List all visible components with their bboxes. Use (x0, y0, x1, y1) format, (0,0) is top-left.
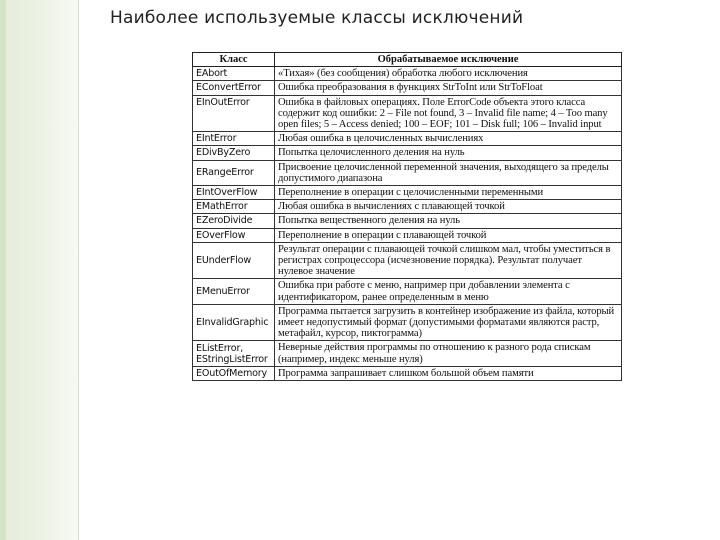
description-cell: Результат операции с плавающей точкой слишком мал, чтобы уместиться в регистрах сопроцессора (исчезновение порядка). Результат получает нулевое значение (275, 242, 622, 279)
description-cell: Попытка целочисленного деления на нуль (275, 146, 622, 160)
description-cell: Программа запрашивает слишком большой объем памяти (275, 366, 622, 380)
class-cell: EDivByZero (193, 146, 275, 160)
class-cell: EMenuError (193, 279, 275, 304)
slide-title: Наиболее используемые классы исключений (110, 8, 524, 28)
description-cell: Попытка вещественного деления на нуль (275, 214, 622, 228)
description-cell: Программа пытается загрузить в контейнер изображение из файла, который имеет недопустимый формат (допустимыми форматами являются растр, метафайл, курсор, пиктограмма) (275, 304, 622, 341)
table-row (193, 81, 622, 95)
table-row (193, 228, 622, 242)
description-cell: Любая ошибка в вычислениях с плавающей точкой (275, 200, 622, 214)
exceptions-table (192, 52, 622, 381)
table-row (193, 132, 622, 146)
table-row (193, 242, 622, 279)
exceptions-table-wrap (192, 52, 621, 381)
slide-decor-stripe (0, 0, 6, 540)
class-cell: EUnderFlow (193, 242, 275, 279)
table-row (193, 366, 622, 380)
table-row (193, 279, 622, 304)
header-class: Класс (193, 53, 275, 67)
table-row (193, 200, 622, 214)
description-cell: Ошибка при работе с меню, например при добавлении элемента с идентификатором, ранее определенным в меню (275, 279, 622, 304)
class-cell: EMathError (193, 200, 275, 214)
table-row (193, 304, 622, 341)
description-cell: Переполнение в операции с плавающей точкой (275, 228, 622, 242)
description-cell: «Тихая» (без сообщения) обработка любого исключения (275, 67, 622, 81)
class-cell: EInvalidGraphic (193, 304, 275, 341)
description-cell: Переполнение в операции с целочисленными переменными (275, 186, 622, 200)
class-cell: EZeroDivide (193, 214, 275, 228)
class-cell: EOutOfMemory (193, 366, 275, 380)
class-cell: EConvertError (193, 81, 275, 95)
description-cell: Любая ошибка в целочисленных вычислениях (275, 132, 622, 146)
table-row (193, 67, 622, 81)
description-cell: Присвоение целочисленной переменной значения, выходящего за пределы допустимого диапазона (275, 160, 622, 185)
class-cell: ERangeError (193, 160, 275, 185)
table-row (193, 146, 622, 160)
slide-decor-band (0, 0, 79, 540)
table-row (193, 341, 622, 366)
class-cell: EAbort (193, 67, 275, 81)
class-cell: EListError, EStringListError (193, 341, 275, 366)
header-exception: Обрабатываемое исключение (275, 53, 622, 67)
table-row (193, 214, 622, 228)
class-cell: EIntError (193, 132, 275, 146)
table-row (193, 186, 622, 200)
description-cell: Неверные действия программы по отношению к разного рода спискам (например, индекс меньше нуля) (275, 341, 622, 366)
description-cell: Ошибка преобразования в функциях StrToInt или StrToFloat (275, 81, 622, 95)
description-cell: Ошибка в файловых операциях. Поле ErrorCode объекта этого класса содержит код ошибки: 2 – File not found, 3 – Invalid file name; 4 – Too many open files; 5 – Access denied; 100 – EOF; 101 – Disk full; 106 – Invalid input (275, 95, 622, 132)
class-cell: EInOutError (193, 95, 275, 132)
table-header-row (193, 53, 622, 67)
table-row (193, 160, 622, 185)
class-cell: EIntOverFlow (193, 186, 275, 200)
table-row (193, 95, 622, 132)
class-cell: EOverFlow (193, 228, 275, 242)
